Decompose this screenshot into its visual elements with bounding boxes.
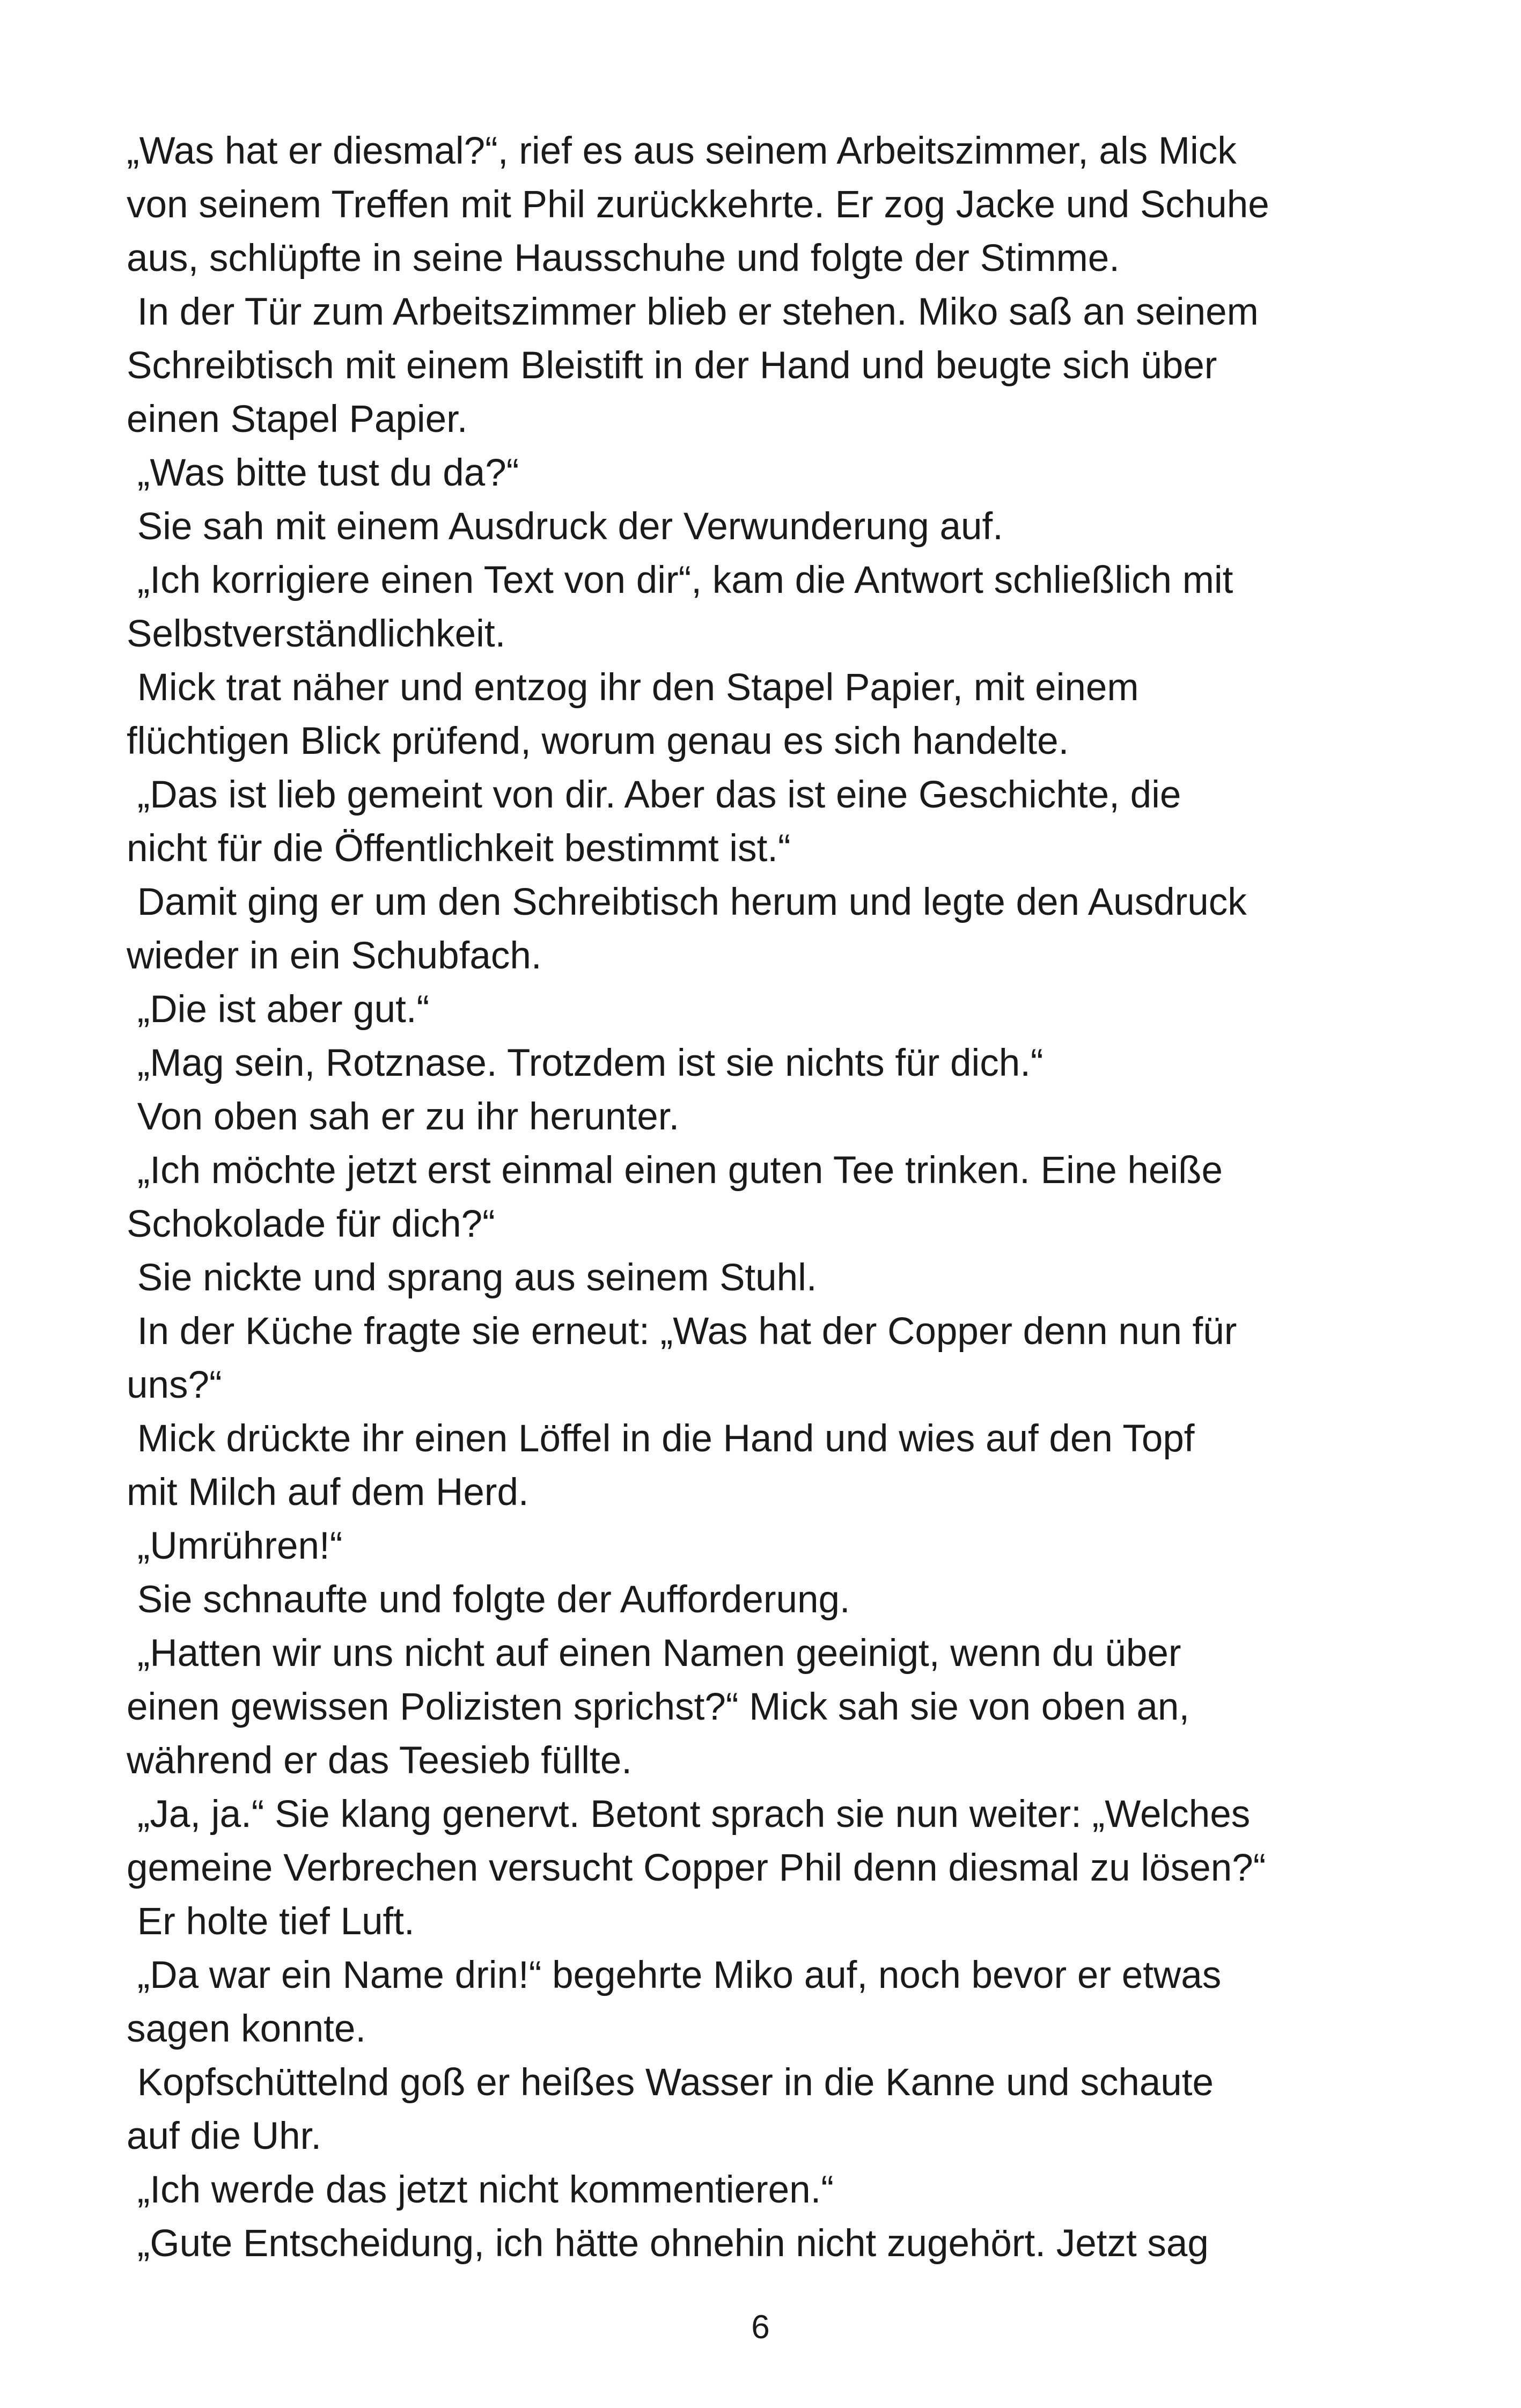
- text-line: einen gewissen Polizisten sprichst?“ Mick sah sie von oben an,: [127, 1686, 1190, 1728]
- text-line: Damit ging er um den Schreibtisch herum und legte den Ausdruck: [127, 881, 1247, 923]
- text-line: gemeine Verbrechen versucht Copper Phil denn diesmal zu lösen?“: [127, 1847, 1266, 1889]
- text-line: „Da war ein Name drin!“ begehrte Miko auf, noch bevor er etwas: [127, 1954, 1222, 1996]
- text-line: „Die ist aber gut.“: [127, 988, 430, 1031]
- text-line: sagen konnte.: [127, 2008, 366, 2050]
- text-line: aus, schlüpfte in seine Hausschuhe und folgte der Stimme.: [127, 237, 1120, 280]
- text-line: Kopfschüttelnd goß er heißes Wasser in die Kanne und schaute: [127, 2061, 1214, 2104]
- text-line: „Mag sein, Rotznase. Trotzdem ist sie nichts für dich.“: [127, 1042, 1044, 1084]
- text-line: „Umrühren!“: [127, 1525, 343, 1567]
- text-line: Sie schnaufte und folgte der Aufforderung.: [127, 1579, 850, 1621]
- text-line: In der Küche fragte sie erneut: „Was hat der Copper denn nun für: [127, 1310, 1237, 1353]
- text-line: Selbstverständlichkeit.: [127, 613, 506, 655]
- text-line: Schreibtisch mit einem Bleistift in der Hand und beugte sich über: [127, 344, 1217, 387]
- text-line: mit Milch auf dem Herd.: [127, 1471, 529, 1514]
- text-line: „Ich möchte jetzt erst einmal einen guten Tee trinken. Eine heiße: [127, 1149, 1223, 1192]
- text-line: „Hatten wir uns nicht auf einen Namen geeinigt, wenn du über: [127, 1632, 1181, 1675]
- text-line: „Ich werde das jetzt nicht kommentieren.“: [127, 2169, 834, 2211]
- text-line: Er holte tief Luft.: [127, 1900, 415, 1943]
- text-line: flüchtigen Blick prüfend, worum genau es sich handelte.: [127, 720, 1069, 762]
- text-line: auf die Uhr.: [127, 2115, 322, 2157]
- text-line: uns?“: [127, 1364, 222, 1406]
- text-line: von seinem Treffen mit Phil zurückkehrte. Er zog Jacke und Schuhe: [127, 183, 1269, 226]
- text-line: „Was bitte tust du da?“: [127, 452, 519, 494]
- text-line: Schokolade für dich?“: [127, 1203, 495, 1245]
- text-line: Sie nickte und sprang aus seinem Stuhl.: [127, 1257, 817, 1299]
- text-line: „Gute Entscheidung, ich hätte ohnehin nicht zugehört. Jetzt sag: [127, 2222, 1209, 2265]
- text-line: „Was hat er diesmal?“, rief es aus seinem Arbeitszimmer, als Mick: [127, 130, 1237, 172]
- text-line: während er das Teesieb füllte.: [127, 1739, 632, 1782]
- text-line: nicht für die Öffentlichkeit bestimmt ist.“: [127, 827, 791, 870]
- text-line: Mick drückte ihr einen Löffel in die Hand und wies auf den Topf: [127, 1418, 1195, 1460]
- text-line: Sie sah mit einem Ausdruck der Verwunderung auf.: [127, 505, 1003, 548]
- text-line: In der Tür zum Arbeitszimmer blieb er stehen. Miko saß an seinem: [127, 291, 1259, 333]
- text-line: einen Stapel Papier.: [127, 398, 468, 441]
- text-line: „Ich korrigiere einen Text von dir“, kam die Antwort schließlich mit: [127, 559, 1233, 601]
- text-line: Von oben sah er zu ihr herunter.: [127, 1096, 680, 1138]
- text-line: Mick trat näher und entzog ihr den Stapel Papier, mit einem: [127, 666, 1139, 709]
- text-line: „Ja, ja.“ Sie klang genervt. Betont sprach sie nun weiter: „Welches: [127, 1793, 1251, 1836]
- text-line: „Das ist lieb gemeint von dir. Aber das ist eine Geschichte, die: [127, 774, 1181, 816]
- page-number: 6: [751, 2309, 770, 2346]
- body-text: [127, 124, 1404, 2271]
- text-line: wieder in ein Schubfach.: [127, 935, 542, 977]
